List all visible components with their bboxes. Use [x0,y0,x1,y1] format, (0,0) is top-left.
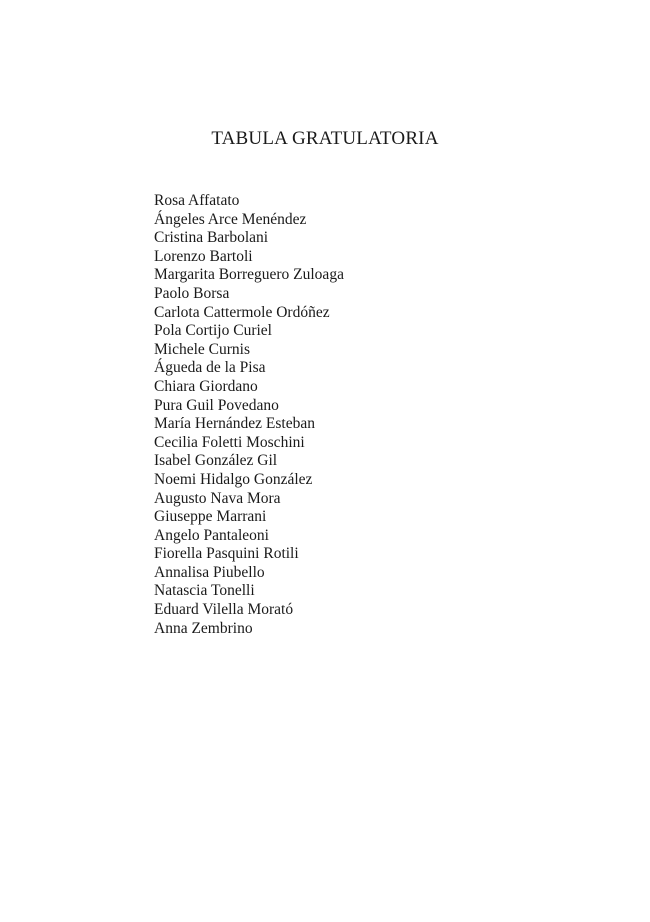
name-list-item: Cristina Barbolani [154,229,269,247]
name-list-item: Chiara Giordano [154,377,258,395]
name-list-item: Pola Cortijo Curiel [154,322,272,340]
name-list-item: Carlota Cattermole Ordóñez [154,303,330,321]
name-list-item: Paolo Borsa [154,284,230,302]
name-list-item: Fiorella Pasquini Rotili [154,545,299,563]
name-list-item: Michele Curnis [154,340,250,358]
name-list-item: Margarita Borreguero Zuloaga [154,266,344,284]
name-list-item: María Hernández Esteban [154,415,315,433]
name-list-item: Anna Zembrino [154,619,253,637]
name-list-item: Eduard Vilella Morató [154,601,294,619]
name-list-item: Isabel González Gil [154,452,278,470]
name-list-item: Lorenzo Bartoli [154,247,253,265]
page-title: TABULA GRATULATORIA [211,128,439,149]
name-list-item: Angelo Pantaleoni [154,526,269,544]
name-list-item: Cecilia Foletti Moschini [154,433,305,451]
name-list-item: Ángeles Arce Menéndez [154,210,307,228]
name-list-item: Noemi Hidalgo González [154,470,313,488]
name-list-item: Annalisa Piubello [154,563,265,581]
name-list-item: Rosa Affatato [154,192,240,209]
name-list-item: Natascia Tonelli [154,582,255,600]
names-list [154,192,344,638]
name-list-item: Giuseppe Marrani [154,508,267,526]
name-list-item: Águeda de la Pisa [154,359,266,377]
name-list-item: Augusto Nava Mora [154,489,281,507]
name-list-item: Pura Guil Povedano [154,396,279,414]
